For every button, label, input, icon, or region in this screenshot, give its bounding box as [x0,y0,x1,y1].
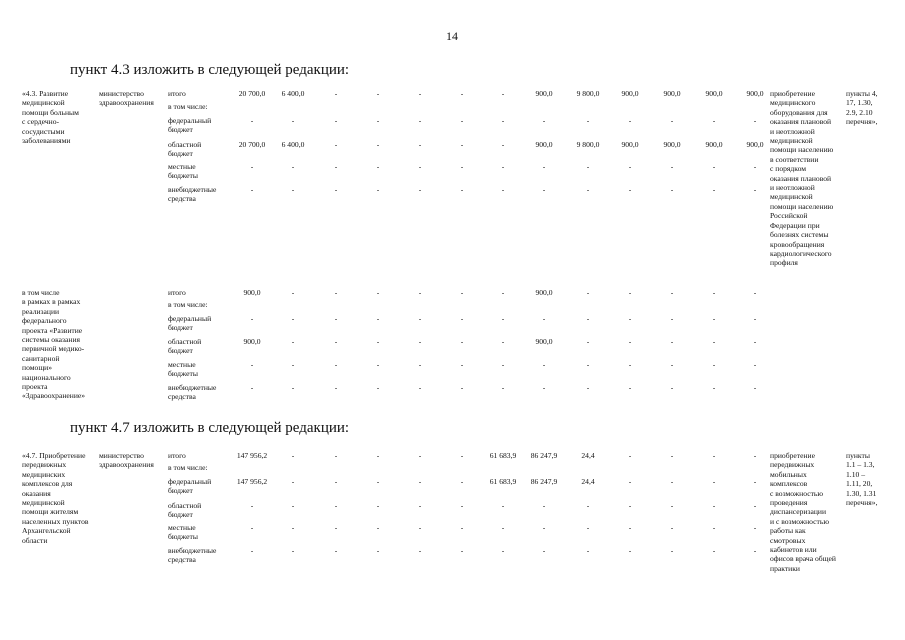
value-cell: - [753,314,757,323]
source-extrabudget: внебюджетные средства [168,185,217,204]
value-cell: 900,0 [535,140,553,149]
value-cell: - [460,185,464,194]
source-local: местные бюджеты [168,360,198,379]
value-cell: - [670,314,674,323]
result-4-7: приобретение передвижных мобильных комплексов с возможностью проведения диспансеризации и с возможностью работы как смотровых кабинетов или офисов врача общей практики [770,451,836,573]
value-cell: - [418,523,422,532]
value-cell: - [291,337,295,346]
refs-4-7: пункты 1.1 – 1.3, 1.10 – 1.11, 20, 1.30, 1.31 перечня», [846,451,878,508]
value-cell: - [586,501,590,510]
item-name-4-7: «4.7. Приобретение передвижных медицинских комплексов для оказания медицинской помощи жителям населенных пунктов Архангельской области [22,451,89,545]
value-cell: 61 683,9 [489,477,517,486]
value-cell: - [712,162,716,171]
value-cell: - [376,288,380,297]
page-number: 14 [446,29,458,43]
value-cell: - [501,337,505,346]
value-cell: - [501,140,505,149]
value-cell: - [418,360,422,369]
value-cell: - [501,288,505,297]
value-cell: - [628,314,632,323]
value-cell: - [628,523,632,532]
value-cell: - [291,162,295,171]
value-cell: - [418,162,422,171]
value-cell: - [418,288,422,297]
item-name-4-3-sub: в том числе в рамках в рамках реализации федерального проекта «Развитие системы оказания первичной медико- санитарной помощи» национального проекта «Здравоохранение» [22,288,86,401]
value-cell: 24,4 [581,477,595,486]
value-cell: - [628,116,632,125]
section-heading-4-7: пункт 4.7 изложить в следующей редакции: [70,420,350,436]
value-cell: - [753,116,757,125]
value-cell: - [586,116,590,125]
value-cell: - [376,501,380,510]
value-cell: - [670,383,674,392]
value-cell: - [460,501,464,510]
value-cell: - [291,546,295,555]
value-cell: - [334,523,338,532]
value-cell: 147 956,2 [236,477,268,486]
value-cell: - [586,162,590,171]
value-cell: - [712,337,716,346]
value-cell: 147 956,2 [236,451,268,460]
value-cell: - [291,360,295,369]
value-cell: - [460,162,464,171]
source-extrabudget: внебюджетные средства [168,546,217,565]
value-cell: 20 700,0 [238,140,266,149]
item-name-4-3: «4.3. Развитие медицинской помощи больным с сердечно- сосудистыми заболеваниями [22,89,79,146]
value-cell: - [460,288,464,297]
value-cell: - [712,116,716,125]
value-cell: - [753,185,757,194]
value-cell: - [334,360,338,369]
value-cell: - [291,116,295,125]
source-federal: федеральный бюджет [168,477,212,496]
value-cell: 900,0 [621,89,639,98]
value-cell: - [376,360,380,369]
value-cell: 61 683,9 [489,451,517,460]
value-cell: - [460,523,464,532]
source-regional: областной бюджет [168,140,202,159]
value-cell: - [334,337,338,346]
value-cell: 9 800,0 [576,140,600,149]
value-cell: - [291,477,295,486]
value-cell: 900,0 [746,89,764,98]
value-cell: - [542,162,546,171]
value-cell: - [418,116,422,125]
value-cell: - [291,451,295,460]
value-cell: - [460,314,464,323]
value-cell: - [418,501,422,510]
value-cell: - [628,360,632,369]
value-cell: - [712,451,716,460]
value-cell: - [334,162,338,171]
value-cell: - [250,185,254,194]
value-cell: - [460,116,464,125]
value-cell: - [376,451,380,460]
value-cell: - [460,383,464,392]
value-cell: - [670,523,674,532]
value-cell: - [670,477,674,486]
value-cell: - [501,185,505,194]
value-cell: - [542,523,546,532]
value-cell: - [542,383,546,392]
source-including: в том числе: [168,463,208,472]
value-cell: - [628,162,632,171]
source-extrabudget: внебюджетные средства [168,383,217,402]
value-cell: - [712,383,716,392]
value-cell: 900,0 [621,140,639,149]
refs-4-3: пункты 4, 17, 1.30, 2.9, 2.10 перечня», [846,89,878,127]
source-regional: областной бюджет [168,337,202,356]
value-cell: - [712,288,716,297]
source-including: в том числе: [168,102,208,111]
value-cell: - [712,477,716,486]
value-cell: - [291,501,295,510]
value-cell: - [712,523,716,532]
section-heading-4-3: пункт 4.3 изложить в следующей редакции: [70,62,350,78]
value-cell: - [628,383,632,392]
value-cell: - [501,89,505,98]
value-cell: - [418,546,422,555]
value-cell: - [670,116,674,125]
value-cell: - [501,162,505,171]
value-cell: - [334,383,338,392]
value-cell: - [670,451,674,460]
value-cell: - [586,546,590,555]
value-cell: - [460,360,464,369]
value-cell: - [250,501,254,510]
source-including: в том числе: [168,300,208,309]
value-cell: - [753,546,757,555]
value-cell: - [334,451,338,460]
value-cell: - [376,546,380,555]
value-cell: - [418,185,422,194]
source-federal: федеральный бюджет [168,116,212,135]
value-cell: - [586,523,590,532]
value-cell: - [753,501,757,510]
value-cell: - [501,116,505,125]
value-cell: - [460,89,464,98]
value-cell: - [291,185,295,194]
value-cell: 900,0 [663,140,681,149]
value-cell: 900,0 [705,89,723,98]
value-cell: - [542,116,546,125]
value-cell: - [670,162,674,171]
value-cell: - [542,546,546,555]
value-cell: - [250,523,254,532]
value-cell: - [670,288,674,297]
value-cell: - [628,477,632,486]
value-cell: - [542,501,546,510]
value-cell: - [250,116,254,125]
value-cell: - [291,314,295,323]
value-cell: - [586,288,590,297]
value-cell: 6 400,0 [281,89,305,98]
value-cell: - [670,501,674,510]
value-cell: - [418,337,422,346]
value-cell: - [250,314,254,323]
value-cell: - [376,140,380,149]
value-cell: - [250,360,254,369]
value-cell: - [250,546,254,555]
value-cell: - [334,116,338,125]
value-cell: 24,4 [581,451,595,460]
value-cell: - [712,360,716,369]
value-cell: - [628,546,632,555]
value-cell: - [291,383,295,392]
value-cell: - [628,337,632,346]
value-cell: 900,0 [535,89,553,98]
value-cell: - [376,314,380,323]
value-cell: 900,0 [243,337,261,346]
value-cell: 900,0 [535,337,553,346]
value-cell: - [753,451,757,460]
source-total: итого [168,288,186,297]
value-cell: - [376,185,380,194]
value-cell: - [460,451,464,460]
value-cell: - [542,185,546,194]
value-cell: - [334,89,338,98]
value-cell: - [712,546,716,555]
value-cell: - [376,383,380,392]
value-cell: - [501,501,505,510]
value-cell: - [250,383,254,392]
value-cell: - [501,523,505,532]
value-cell: - [670,360,674,369]
responsible-4-3: министерство здравоохранения [99,89,154,108]
value-cell: - [376,162,380,171]
value-cell: 900,0 [746,140,764,149]
value-cell: - [334,546,338,555]
responsible-4-7: министерство здравоохранения [99,451,154,470]
value-cell: 86 247,9 [530,451,558,460]
value-cell: - [376,116,380,125]
value-cell: - [460,546,464,555]
value-cell: 6 400,0 [281,140,305,149]
value-cell: - [628,288,632,297]
value-cell: 900,0 [663,89,681,98]
value-cell: 9 800,0 [576,89,600,98]
value-cell: - [542,360,546,369]
value-cell: - [753,383,757,392]
value-cell: - [418,451,422,460]
result-4-3: приобретение медицинского оборудования для оказания плановой и неотложной медицинской помощи населению в соответствии с порядком оказания плановой и неотложной медицинской помощи населению Российской Федерации при болезнях системы кровообращения кардиологического профиля [770,89,834,268]
value-cell: - [586,360,590,369]
value-cell: - [670,185,674,194]
value-cell: - [418,383,422,392]
value-cell: 900,0 [535,288,553,297]
source-federal: федеральный бюджет [168,314,212,333]
value-cell: - [753,162,757,171]
value-cell: - [460,337,464,346]
value-cell: - [418,314,422,323]
value-cell: - [334,314,338,323]
value-cell: - [291,523,295,532]
value-cell: - [753,288,757,297]
value-cell: - [376,89,380,98]
value-cell: - [418,89,422,98]
source-local: местные бюджеты [168,162,198,181]
value-cell: - [670,337,674,346]
value-cell: - [460,140,464,149]
value-cell: - [712,501,716,510]
value-cell: - [334,185,338,194]
value-cell: - [418,477,422,486]
value-cell: - [334,501,338,510]
value-cell: - [753,523,757,532]
value-cell: - [628,501,632,510]
value-cell: - [334,140,338,149]
value-cell: - [586,383,590,392]
value-cell: - [542,314,546,323]
value-cell: 900,0 [243,288,261,297]
value-cell: - [628,185,632,194]
value-cell: 86 247,9 [530,477,558,486]
value-cell: - [586,185,590,194]
value-cell: - [628,451,632,460]
value-cell: - [501,360,505,369]
value-cell: - [376,477,380,486]
value-cell: - [460,477,464,486]
value-cell: 900,0 [705,140,723,149]
value-cell: - [501,383,505,392]
value-cell: - [376,523,380,532]
value-cell: - [291,288,295,297]
value-cell: - [586,314,590,323]
value-cell: - [334,288,338,297]
value-cell: - [753,360,757,369]
value-cell: - [753,337,757,346]
value-cell: - [753,477,757,486]
source-local: местные бюджеты [168,523,198,542]
source-regional: областной бюджет [168,501,202,520]
value-cell: - [586,337,590,346]
value-cell: - [712,314,716,323]
value-cell: - [712,185,716,194]
value-cell: - [670,546,674,555]
value-cell: 20 700,0 [238,89,266,98]
source-total: итого [168,451,186,460]
value-cell: - [250,162,254,171]
value-cell: - [376,337,380,346]
value-cell: - [501,314,505,323]
value-cell: - [501,546,505,555]
value-cell: - [418,140,422,149]
value-cell: - [334,477,338,486]
source-total: итого [168,89,186,98]
